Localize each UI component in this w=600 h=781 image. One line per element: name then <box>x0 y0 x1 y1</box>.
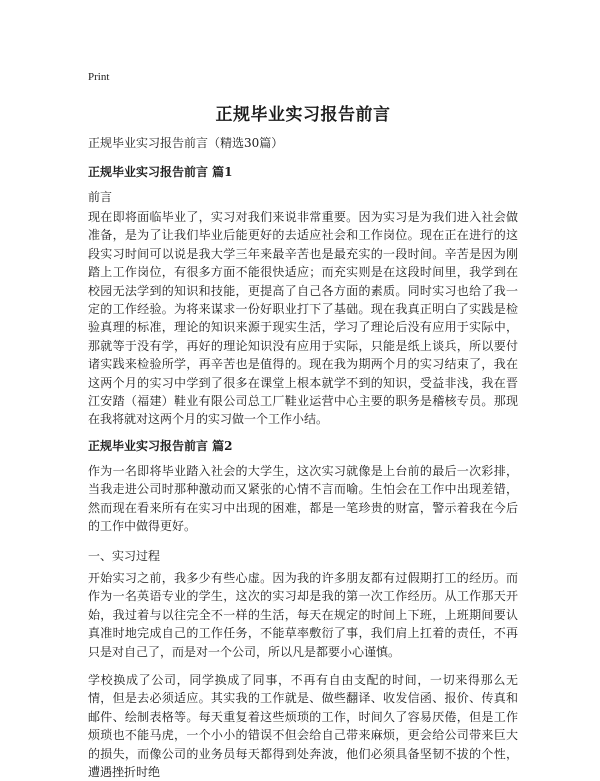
section-2-paragraph: 作为一名即将毕业踏入社会的大学生，这次实习就像是上台前的最后一次彩排，当我走进公司时那种激动而又紧张的心情不言而喻。生怕会在工作中出现差错，然而现在看来所有在实习中出现的困难，都是一笔珍贵的财富，警示着我在今后的工作中做得更好。 <box>88 464 518 534</box>
section-2-paragraph-2: 开始实习之前，我多少有些心虚。因为我的许多朋友都有过假期打工的经历。而作为一名英语专业的学生，这次的实习却是我的第一次工作经历。从工作那天开始，我过着与以往完全不一样的生活，每天在规定的时间上下班，上班期间要认真准时地完成自己的工作任务，不能草率敷衍了事，我们肩上扛着的责任，不再只是对自己了，而是对一个公司，所以凡是都要小心谨慎。 <box>88 571 518 659</box>
section-1-paragraph: 现在即将面临毕业了，实习对我们来说非常重要。因为实习是为我们进入社会做准备，是为了让我们毕业后能更好的去适应社会和工作岗位。现在正在进行的这段实习时间可以说是我大学三年来最辛苦也是最充实的一段时间。辛苦是因为刚踏上工作岗位，有很多方面不能很快适应；而充实则是在这段时间里，我学到在校园无法学到的知识和技能，更提高了自己各方面的素质。同时实习也给了我一定的工作经验。为将来谋求一份好职业打下了基础。现在我真正明白了实践是检验真理的标准，理论的知识来源于现实生活，学习了理论后没有应用于实际中，那就等于没有学，再好的理论知识没有应用于实际，只能是纸上谈兵，所以要付诸实践来检验所学，再辛苦也是值得的。现在我为期两个月的实习结束了，我在这两个月的实习中学到了很多在课堂上根本就学不到的知识，受益非浅，我在晋江安踏（福建）鞋业有限公司总工厂鞋业运营中心主要的职务是稽核专员。那现在我将就对这两个月的实习做一个工作小结。 <box>88 210 518 427</box>
preface-label: 前言 <box>88 190 113 204</box>
section-heading-1: 正规毕业实习报告前言 篇1 <box>88 165 233 179</box>
section-heading-2: 正规毕业实习报告前言 篇2 <box>88 439 233 453</box>
section-2-paragraph-3: 学校换成了公司，同学换成了同事，不再有自由支配的时间，一切来得那么无情，但是去必须适应。其实我的工作就是、做些翻译、收发信函、报价、传真和邮件、绘制表格等。每天重复着这些烦琐的工作，时间久了容易厌倦，但是工作烦琐也不能马虎，一个小小的错误不但会给自己带来麻烦，更会给公司带来巨大的损失，而像公司的业务员每天都得到处奔波，他们必须具备坚韧不拔的个性，遭遇挫折时绝 <box>88 673 518 780</box>
print-link[interactable]: Print <box>88 71 110 83</box>
document-subtitle: 正规毕业实习报告前言（精选30篇） <box>88 136 284 150</box>
document-title: 正规毕业实习报告前言 <box>215 105 391 125</box>
internship-process-heading: 一、实习过程 <box>88 549 161 563</box>
